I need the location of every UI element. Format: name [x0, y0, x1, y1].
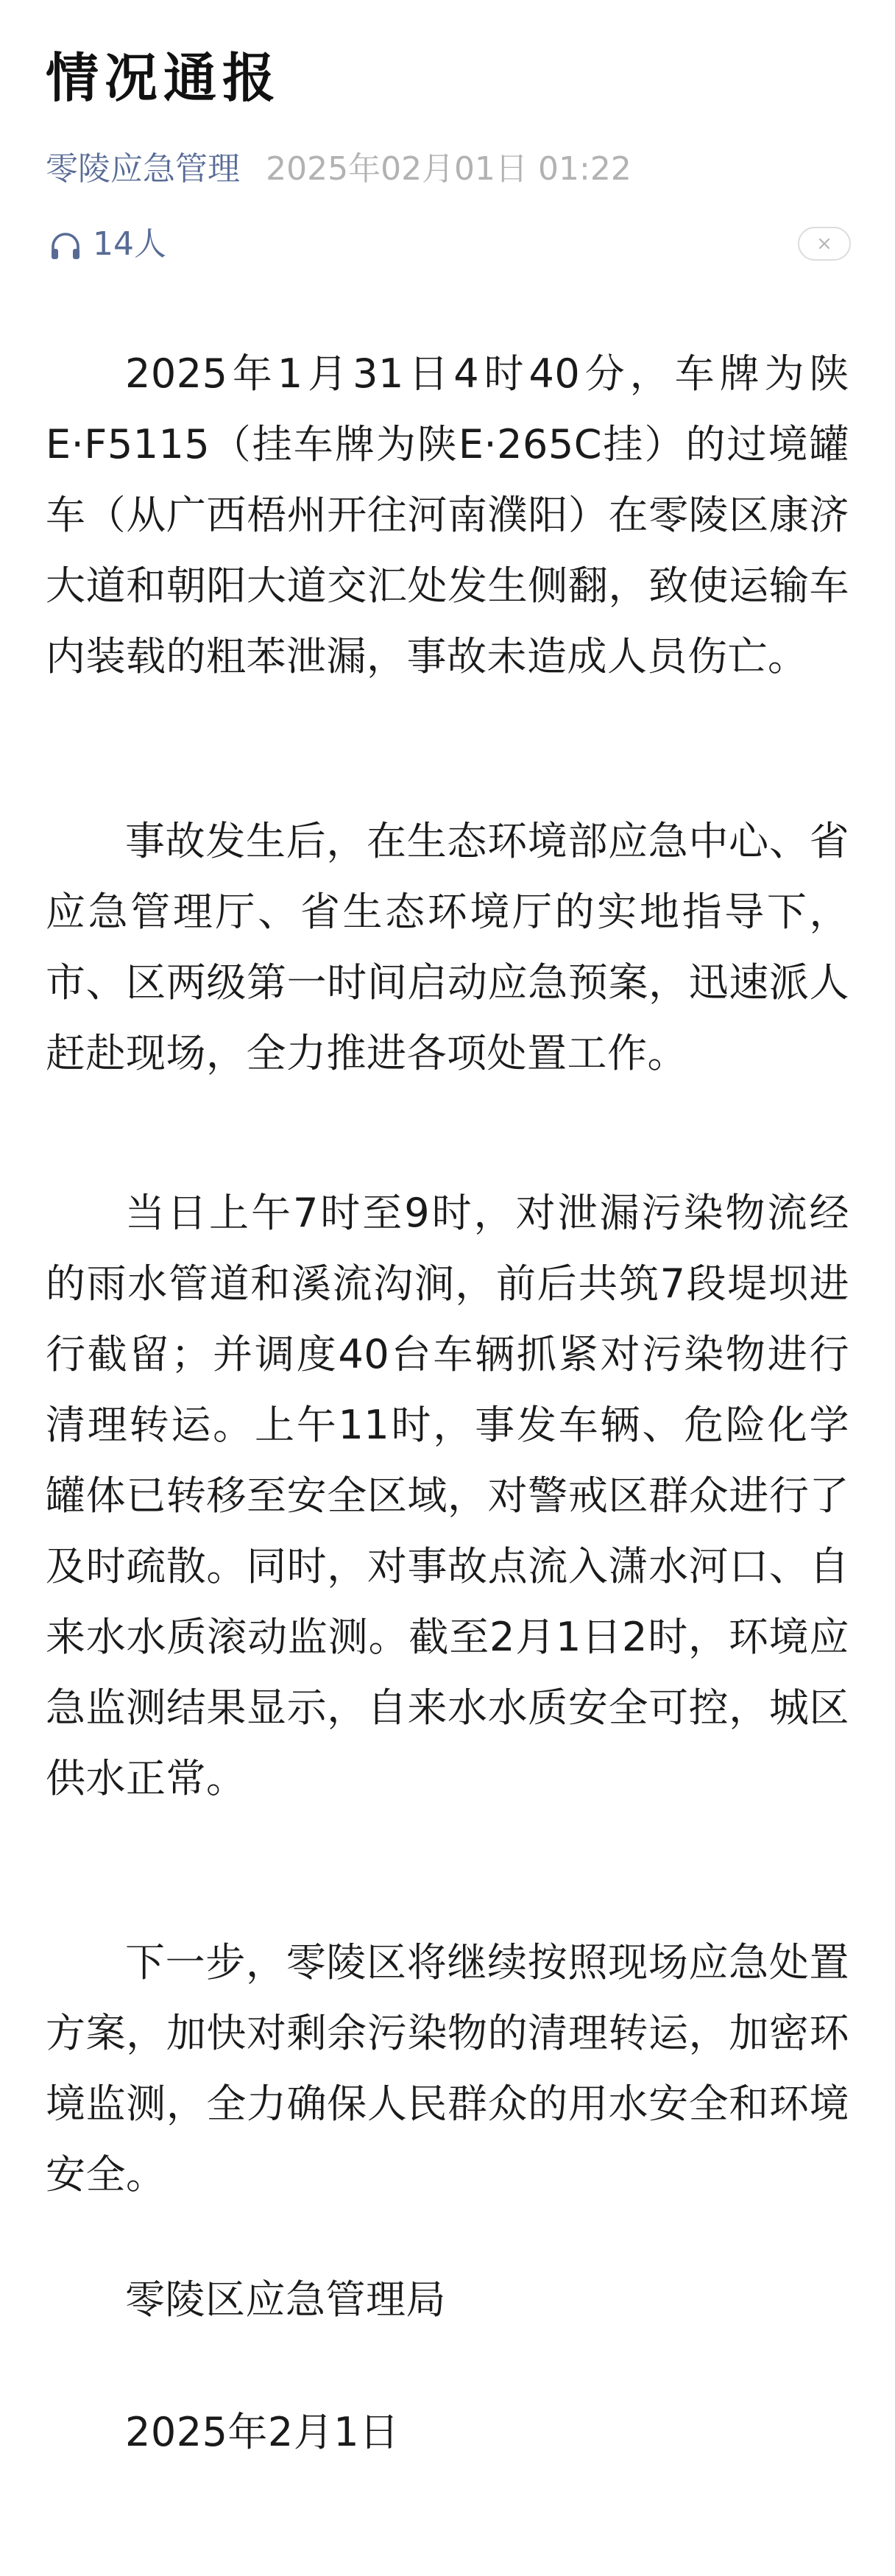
body-paragraph: 下一步，零陵区将继续按照现场应急处置方案，加快对剩余污染物的清理转运，加密环境监测，全力确保人民群众的用水安全和环境安全。	[46, 1939, 849, 2198]
listen-count: 14人	[93, 225, 166, 263]
publish-time: 2025年02月01日 01:22	[266, 150, 632, 188]
close-button[interactable]	[798, 227, 851, 261]
body-paragraph: 当日上午7时至9时，对泄漏污染物流经的雨水管道和溪流沟涧，前后共筑7段堤坝进行截留；并调度40台车辆抓紧对污染物进行清理转运。上午11时，事发车辆、危险化学罐体已转移至安全区域，对警戒区群众进行了及时疏散。同时，对事故点流入潇水河口、自来水水质滚动监测。截至2月1日2时，环境应急监测结果显示，自来水水质安全可控，城区供水正常。	[46, 1190, 849, 1802]
close-icon	[817, 236, 832, 251]
signature-date: 2025年2月1日	[125, 2409, 400, 2455]
page-title: 情况通报	[46, 47, 282, 109]
article-meta	[46, 147, 632, 191]
body-paragraph: 2025年1月31日4时40分，车牌为陕E·F5115（挂车牌为陕E·265C挂）的过境罐车（从广西梧州开往河南濮阳）在零陵区康济大道和朝阳大道交汇处发生侧翻，致使运输车内装载的粗苯泄漏，事故未造成人员伤亡。	[46, 350, 849, 680]
headphone-icon[interactable]	[50, 231, 81, 261]
body-paragraph: 事故发生后，在生态环境部应急中心、省应急管理厅、省生态环境厅的实地指导下，市、区两级第一时间启动应急预案，迅速派人赶赴现场，全力推进各项处置工作。	[46, 818, 849, 1076]
signature-organization: 零陵区应急管理局	[125, 2276, 446, 2323]
account-name-link[interactable]: 零陵应急管理	[46, 150, 240, 188]
listen-row	[46, 221, 849, 268]
